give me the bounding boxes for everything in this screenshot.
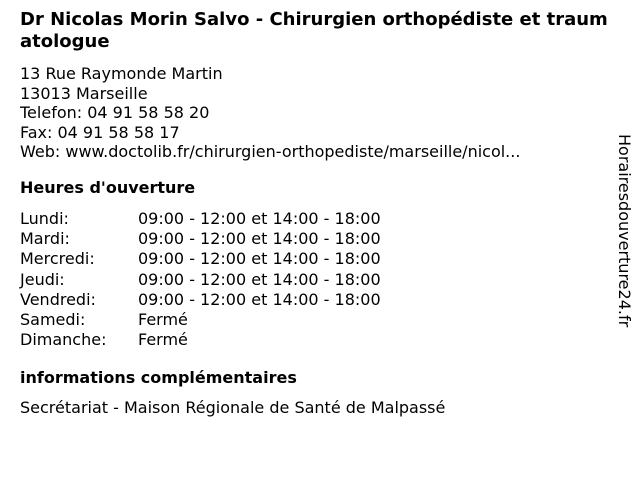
opening-hours-heading: Heures d'ouverture [20, 177, 196, 197]
address-block [20, 64, 608, 162]
phone-number[interactable]: Telefon: 04 91 58 58 20 [20, 103, 210, 123]
time-range: 09:00 - 12:00 et 14:00 - 18:00 [138, 229, 381, 249]
site-watermark: Horairesdouverture24.fr [615, 134, 634, 328]
time-range: 09:00 - 12:00 et 14:00 - 18:00 [138, 269, 381, 289]
day-label: Jeudi: [20, 269, 65, 289]
street-address: 13 Rue Raymonde Martin [20, 64, 223, 83]
website-link[interactable]: www.doctolib.fr/chirurgien-orthopediste/marseille/nicol... [65, 142, 521, 162]
day-label: Mardi: [20, 229, 70, 249]
website-line [20, 142, 608, 162]
business-card [20, 9, 608, 418]
postal-city: 13013 Marseille [20, 83, 148, 103]
time-range: Fermé [138, 330, 188, 350]
hours-row-tuesday [20, 229, 608, 249]
opening-hours-table [20, 209, 608, 350]
time-range: 09:00 - 12:00 et 14:00 - 18:00 [138, 249, 381, 269]
additional-info-text: Secrétariat - Maison Régionale de Santé de Malpassé [20, 398, 446, 418]
day-label: Vendredi: [20, 289, 96, 309]
day-label: Samedi: [20, 309, 86, 329]
day-label: Lundi: [20, 208, 69, 228]
day-label: Mercredi: [20, 249, 95, 269]
hours-row-saturday [20, 310, 608, 330]
hours-row-friday [20, 290, 608, 310]
page-title: Dr Nicolas Morin Salvo - Chirurgien orthopédiste et traumatologue [20, 9, 608, 52]
fax-number: Fax: 04 91 58 58 17 [20, 122, 180, 142]
time-range: 09:00 - 12:00 et 14:00 - 18:00 [138, 289, 381, 309]
time-range: 09:00 - 12:00 et 14:00 - 18:00 [138, 208, 381, 228]
day-label: Dimanche: [20, 330, 107, 350]
hours-row-wednesday [20, 249, 608, 269]
website-label: Web: [20, 142, 66, 162]
time-range: Fermé [138, 309, 188, 329]
hours-row-thursday [20, 270, 608, 290]
additional-info-heading: informations complémentaires [20, 368, 297, 388]
hours-row-monday [20, 209, 608, 229]
hours-row-sunday [20, 330, 608, 350]
